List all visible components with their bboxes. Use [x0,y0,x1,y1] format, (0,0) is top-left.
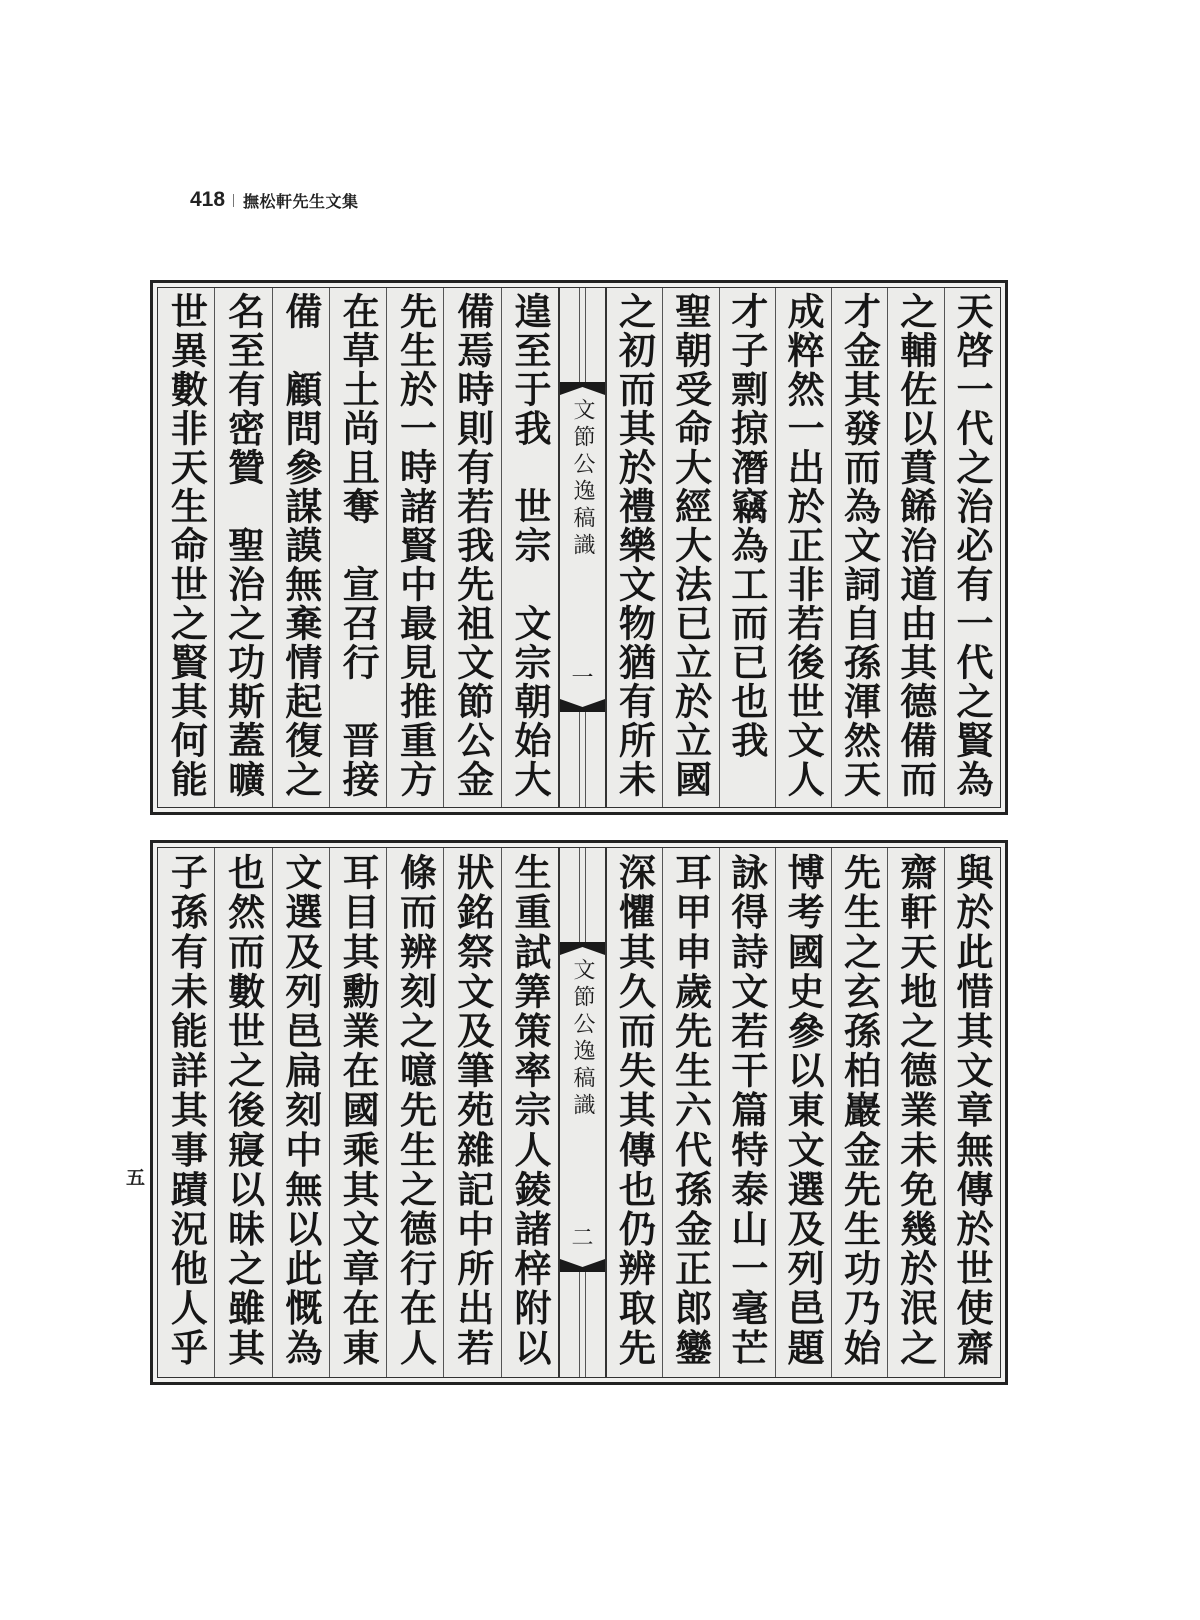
lower-woodblock-panel [150,840,1008,1385]
right-half-leaf [605,848,1000,1377]
fish-tail-upper-icon [560,382,605,396]
text-column: 文選及列邑扁刻中無以此慨為 [272,848,329,1377]
text-column: 之初而其於禮樂文物猶有所未 [605,288,662,807]
right-half-leaf [605,288,1000,807]
center-rule-top [579,288,586,382]
text-column: 深懼其久而失其傳也仍辨取先 [605,848,662,1377]
text-column: 備 顧問參謀謨無棄情起復之 [272,288,329,807]
text-column: 天啓一代之治必有一代之賢為 [944,288,1000,807]
left-half-leaf [158,288,558,807]
text-column: 博考國史參以東文選及列邑題 [775,848,831,1377]
center-book-title: 文節公逸稿識 [570,398,595,560]
text-column: 齋軒天地之德業未免幾於泯之 [887,848,943,1377]
leaf-number: 二 [571,1226,594,1251]
panel-frame [157,847,1001,1378]
text-column: 子孫有未能詳其事蹟況他人乎 [164,853,209,1368]
text-column: 才金其發而為文詞自孫渾然天 [831,288,887,807]
text-column: 名至有密贊 聖治之功斯蓋曠 [214,288,271,807]
left-half-leaf [158,848,558,1377]
panel-frame [157,287,1001,808]
text-column: 與於此惜其文章無傳於世使齋 [944,848,1000,1377]
text-column: 聖朝受命大經大法已立於立國 [662,288,718,807]
text-column: 備焉時則有若我先祖文節公金 [443,288,500,807]
text-column: 先生於一時諸賢中最見推重方 [386,288,443,807]
side-margin-mark: 五 [126,1167,146,1189]
center-book-title: 文節公逸稿識 [570,958,595,1120]
text-column: 也然而數世之後寢以昧之雖其 [214,848,271,1377]
running-header [190,186,359,214]
text-column: 之輔佐以賁餙治道由其德備而 [887,288,943,807]
center-rule-bottom [579,712,586,807]
leaf-number: 一 [571,666,594,691]
text-column: 耳甲申歲先生六代孫金正郎鑾 [662,848,718,1377]
center-fold-column [558,848,605,1377]
center-fold-column [558,288,605,807]
text-column: 詠得詩文若干篇特泰山一毫芒 [719,848,775,1377]
center-rule-bottom [579,1272,586,1377]
text-column: 遑至于我 世宗 文宗朝始大 [501,288,558,807]
text-column: 才子剽掠潛竊為工而已也我 [719,288,775,807]
upper-woodblock-panel [150,280,1008,815]
text-column: 成粹然一出於正非若後世文人 [775,288,831,807]
text-column: 生重試筭策率宗人錂諸梓附以 [501,848,558,1377]
fish-tail-upper-icon [560,942,605,956]
book-title: 撫松軒先生文集 [243,191,359,211]
header-divider [233,194,234,207]
text-column: 狀銘祭文及筆苑雜記中所出若 [443,848,500,1377]
center-rule-top [579,848,586,942]
fish-tail-lower-icon [560,698,605,712]
page-number: 418 [190,188,226,211]
text-column: 先生之玄孫柏巖金先生功乃始 [831,848,887,1377]
text-column: 耳目其勳業在國乘其文章在東 [329,848,386,1377]
fish-tail-lower-icon [560,1258,605,1272]
text-column: 條而辨刻之噫先生之德行在人 [386,848,443,1377]
text-column: 在草土尚且奪 宣召行 晋接 [329,288,386,807]
text-column: 世異數非天生命世之賢其何能 [164,292,209,799]
